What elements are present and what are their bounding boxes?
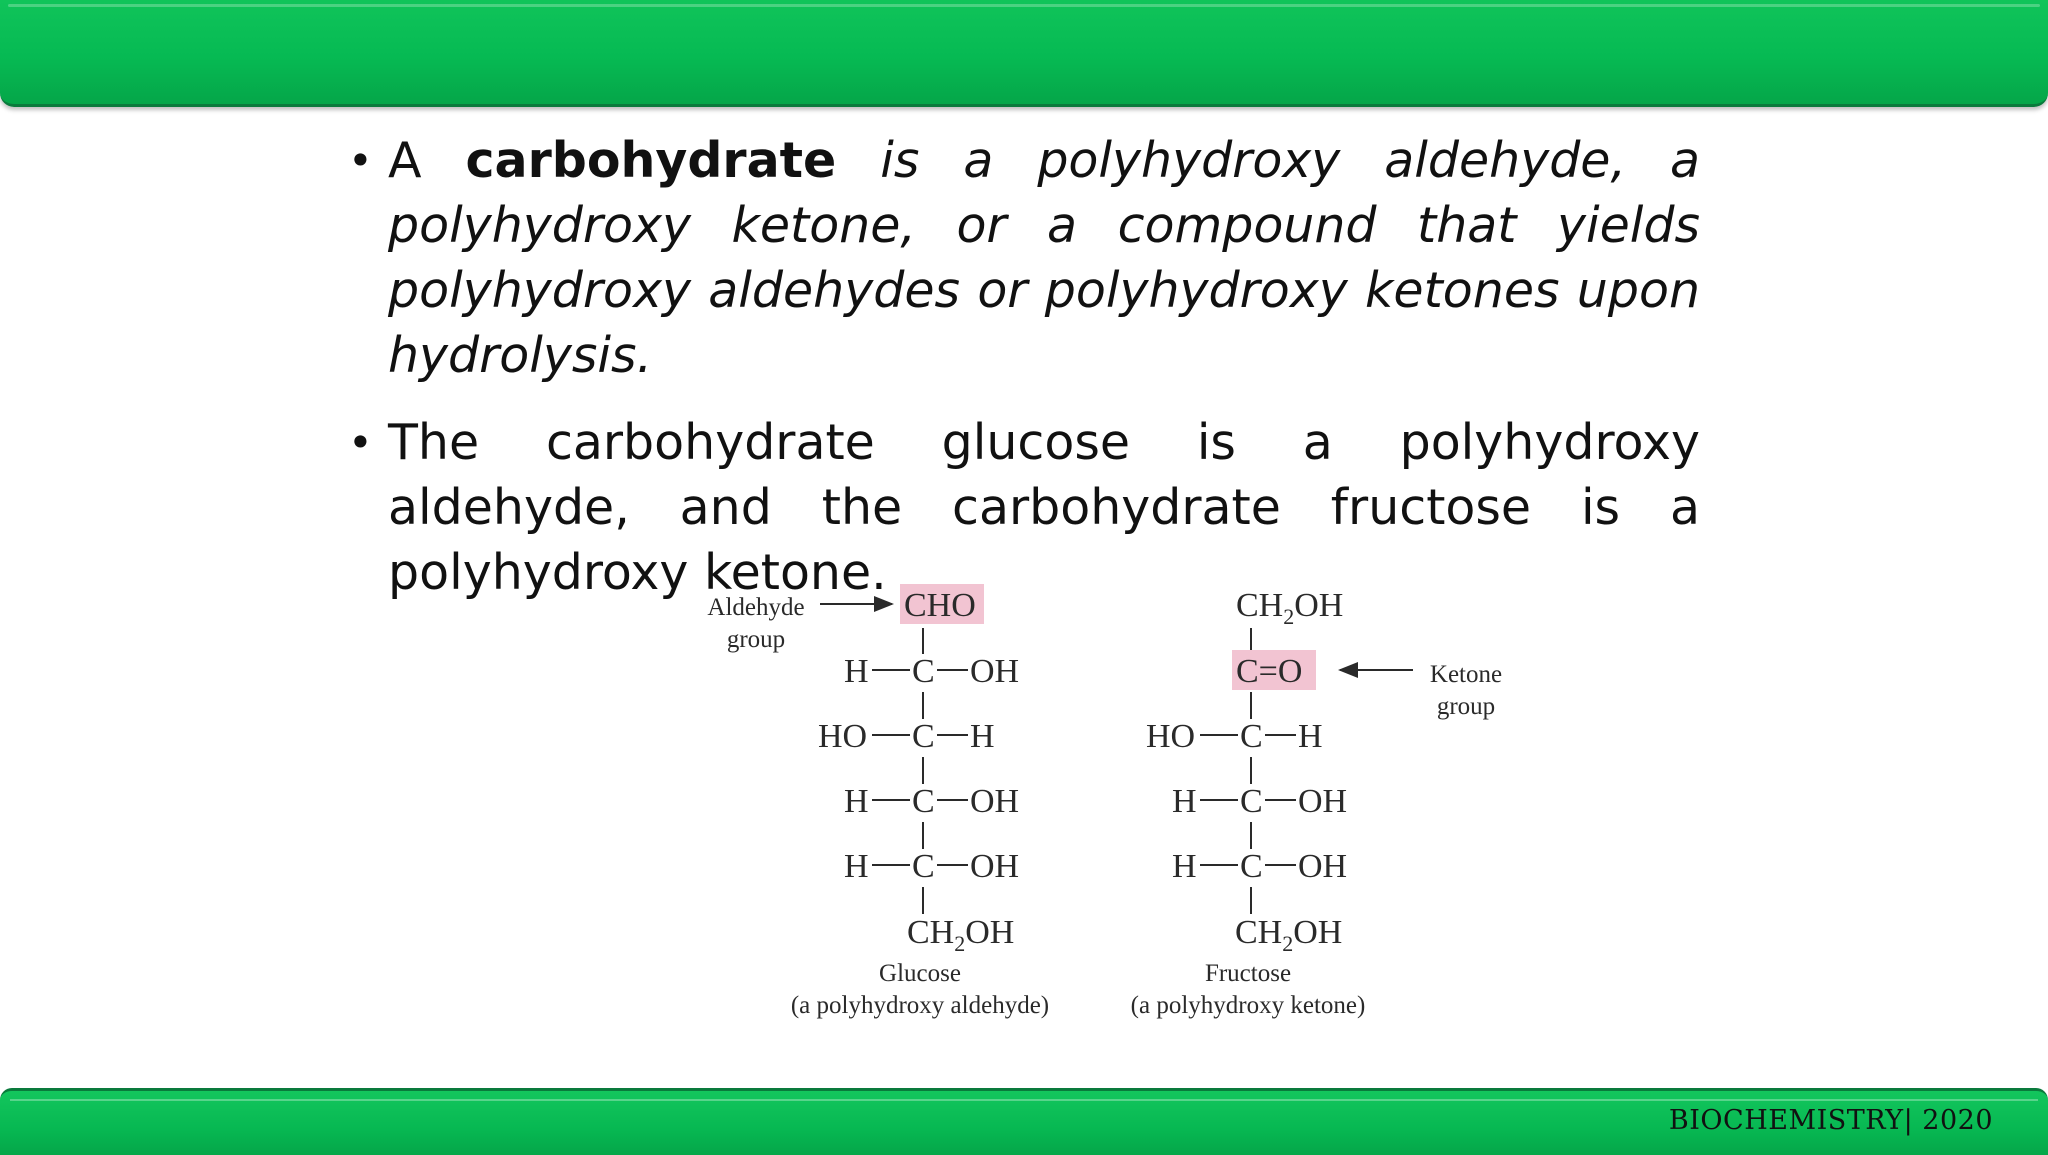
bottom-banner	[0, 1088, 2048, 1155]
glucose-structure	[707, 584, 1049, 1019]
glucose-row2-carbon: C	[912, 718, 935, 755]
bullet1-term: carbohydrate	[465, 132, 837, 189]
bullet1-definition-text: is a polyhydroxy aldehyde, a polyhydroxy ketone, or a compound that yields polyhydroxy aldehydes or polyhydroxy ketones upon hydrolysis.	[388, 132, 1700, 384]
glucose-row1-carbon: C	[912, 653, 935, 690]
fructose-ch2oh-bottom: $CH_2OH$	[1235, 914, 1343, 956]
ketone-annotation-group: group	[1436, 693, 1496, 720]
ketone-annotation-label: Ketone	[1429, 661, 1503, 688]
slide-body	[348, 128, 1700, 627]
bullet-dot: •	[348, 136, 373, 185]
fructose-row4-right: OH	[1298, 848, 1348, 885]
banner-highlight-line	[10, 1099, 2038, 1101]
glucose-row4-right: OH	[970, 848, 1020, 885]
fructose-row3-left: H	[1172, 783, 1197, 820]
fructose-name: Fructose	[1204, 960, 1292, 987]
fructose-row2-left: HO	[1146, 718, 1196, 755]
fructose-structure	[1131, 587, 1502, 1019]
bullet-dot: •	[348, 418, 373, 467]
top-banner	[0, 0, 2048, 107]
fructose-row3-right: OH	[1298, 783, 1348, 820]
glucose-name: Glucose	[879, 960, 961, 987]
fructose-ch2oh-top: $CH_2OH$	[1236, 587, 1344, 629]
glucose-row2-right: H	[970, 718, 995, 755]
fructose-row2-carbon: C	[1240, 718, 1263, 755]
glucose-row3-right: OH	[970, 783, 1020, 820]
bullet-definition	[348, 128, 1700, 388]
glucose-row2-left: HO	[818, 718, 868, 755]
glucose-caption: (a polyhydroxy aldehyde)	[790, 992, 1050, 1019]
fructose-row2-right: H	[1298, 718, 1323, 755]
glucose-fructose-figure	[692, 562, 1540, 1042]
glucose-row1-left: H	[844, 653, 869, 690]
aldehyde-annotation-label: Aldehyde	[707, 594, 805, 621]
fructose-row4-left: H	[1172, 848, 1197, 885]
footer-label: BIOCHEMISTRY| 2020	[1668, 1105, 1993, 1136]
bullet2-text: The carbohydrate glucose is a polyhydroxy aldehyde, and the carbohydrate fructose is a polyhydroxy ketone.	[388, 414, 1700, 601]
glucose-ch2oh: $CH_2OH$	[907, 914, 1015, 956]
fructose-row3-carbon: C	[1240, 783, 1263, 820]
glucose-row3-left: H	[844, 783, 869, 820]
fructose-row4-carbon: C	[1240, 848, 1263, 885]
fructose-caption: (a polyhydroxy ketone)	[1130, 992, 1366, 1019]
aldehyde-annotation-group: group	[726, 626, 786, 653]
glucose-row4-left: H	[844, 848, 869, 885]
bullet1-lead: A	[388, 132, 422, 189]
glucose-row3-carbon: C	[912, 783, 935, 820]
glucose-row1-right: OH	[970, 653, 1020, 690]
fructose-carbonyl: C=O	[1236, 653, 1303, 690]
glucose-cho: CHO	[904, 587, 976, 624]
glucose-row4-carbon: C	[912, 848, 935, 885]
